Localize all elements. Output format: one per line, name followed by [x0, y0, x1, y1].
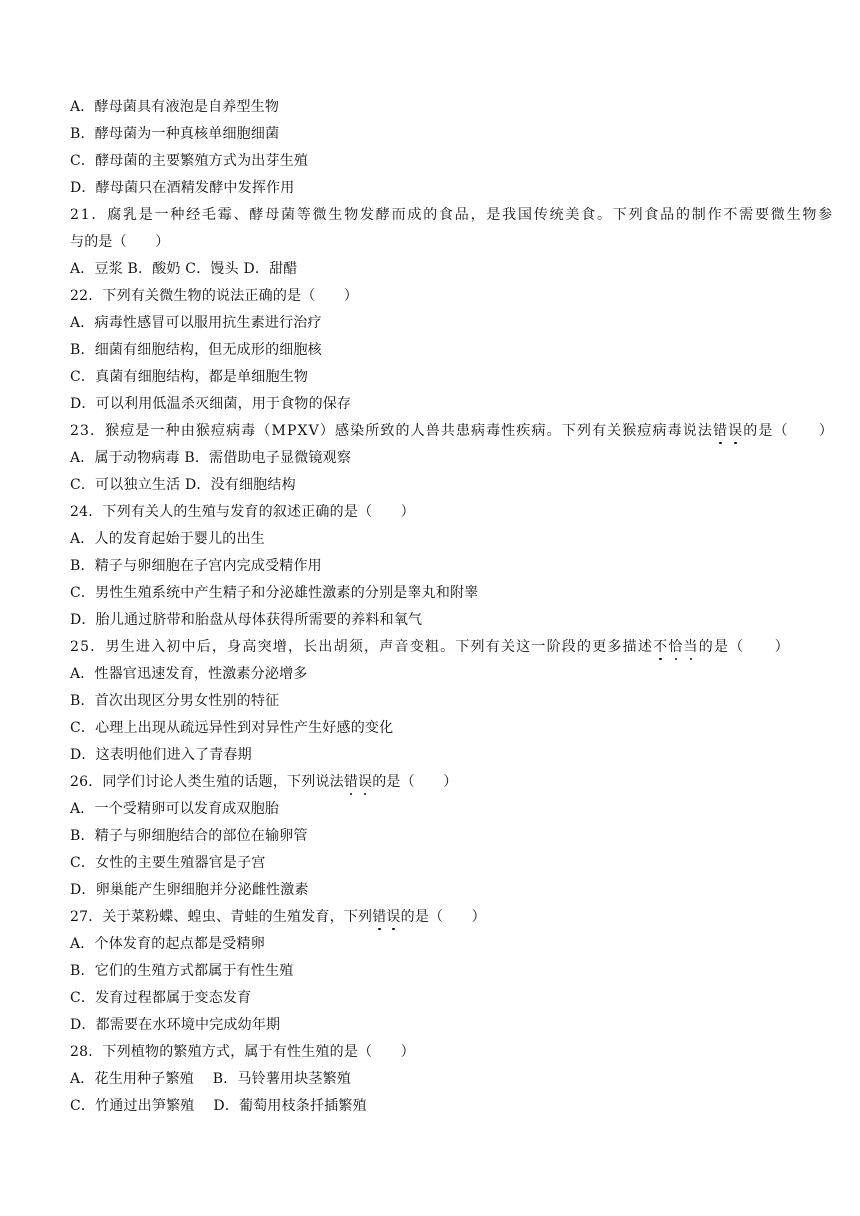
emphasis-char: 错	[372, 909, 387, 925]
emphasis-char: 当	[683, 639, 699, 655]
answer-option: A．豆浆 B．酸奶 C．馒头 D．甜醋	[70, 261, 298, 277]
answer-option: A．一个受精卵可以发育成双胞胎	[70, 801, 280, 817]
answer-option: A．花生用种子繁殖 B．马铃薯用块茎繁殖	[70, 1071, 352, 1087]
answer-option: C．可以独立生活 D．没有细胞结构	[70, 477, 296, 493]
answer-option: D．都需要在水环境中完成幼年期	[70, 1017, 281, 1033]
answer-option: B．它们的生殖方式都属于有性生殖	[70, 963, 294, 979]
question-stem: 26．同学们讨论人类生殖的话题，下列说法错误的是（ ）	[70, 774, 458, 790]
answer-option: C．女性的主要生殖器官是子宫	[70, 855, 266, 871]
answer-option: B．精子与卵细胞在子宫内完成受精作用	[70, 558, 322, 574]
question-stem: 23．猴痘是一种由猴痘病毒（MPXV）感染所致的人兽共患病毒性疾病。下列有关猴痘病毒说法错误的是（ ）	[70, 423, 834, 439]
emphasis-char: 错	[713, 423, 729, 439]
answer-option: A．性器官迅速发育，性激素分泌增多	[70, 666, 308, 682]
answer-option: B．细菌有细胞结构，但无成形的细胞核	[70, 342, 322, 358]
emphasis-char: 恰	[668, 639, 684, 655]
answer-option: A．病毒性感冒可以服用抗生素进行治疗	[70, 315, 322, 331]
answer-option: D．这表明他们进入了青春期	[70, 747, 252, 763]
emphasis-char: 误	[358, 774, 373, 790]
answer-option: D．胎儿通过脐带和胎盘从母体获得所需要的养料和氧气	[70, 612, 423, 628]
answer-option: B．精子与卵细胞结合的部位在输卵管	[70, 828, 308, 844]
answer-option: D．酵母菌只在酒精发酵中发挥作用	[70, 180, 295, 196]
emphasis-char: 误	[386, 909, 401, 925]
answer-option: C．发育过程都属于变态发育	[70, 990, 252, 1006]
question-stem: 28．下列植物的繁殖方式，属于有性生殖的是（ ）	[70, 1044, 415, 1060]
answer-option: C．男性生殖系统中产生精子和分泌雄性激素的分别是睾丸和附睾	[70, 585, 479, 601]
answer-option: C．竹通过出笋繁殖 D．葡萄用枝条扦插繁殖	[70, 1098, 367, 1114]
answer-option: A．属于动物病毒 B．需借助电子显微镜观察	[70, 450, 352, 466]
answer-option: B．酵母菌为一种真核单细胞细菌	[70, 126, 280, 142]
question-stem: 24．下列有关人的生殖与发育的叙述正确的是（ ）	[70, 504, 415, 520]
answer-option: B．首次出现区分男女性别的特征	[70, 693, 280, 709]
emphasis-char: 错	[343, 774, 359, 790]
emphasis-char: 不	[653, 639, 669, 655]
question-continuation: 与的是（ ）	[70, 234, 170, 250]
question-stem: 21．腐乳是一种经毛霉、酵母菌等微生物发酵而成的食品，是我国传统美食。下列食品的制作不需要微生物参	[70, 207, 834, 223]
answer-option: A．人的发育起始于婴儿的出生	[70, 531, 265, 547]
answer-option: C．真菌有细胞结构，都是单细胞生物	[70, 369, 309, 385]
answer-option: C．心理上出现从疏远异性到对异性产生好感的变化	[70, 720, 394, 736]
answer-option: D．可以利用低温杀灭细菌，用于食物的保存	[70, 396, 352, 412]
answer-option: C．酵母菌的主要繁殖方式为出芽生殖	[70, 153, 309, 169]
answer-option: A．个体发育的起点都是受精卵	[70, 936, 265, 952]
answer-option: A．酵母菌具有液泡是自养型生物	[70, 99, 280, 115]
question-stem: 25．男生进入初中后，身高突增，长出胡须，声音变粗。下列有关这一阶段的更多描述不恰当的是（ ）	[70, 639, 791, 655]
answer-option: D．卵巢能产生卵细胞并分泌雌性激素	[70, 882, 309, 898]
question-stem: 27．关于菜粉蝶、蝗虫、青蛙的生殖发育，下列错误的是（ ）	[70, 909, 486, 925]
emphasis-char: 误	[728, 423, 744, 439]
question-stem: 22．下列有关微生物的说法正确的是（ ）	[70, 288, 359, 304]
